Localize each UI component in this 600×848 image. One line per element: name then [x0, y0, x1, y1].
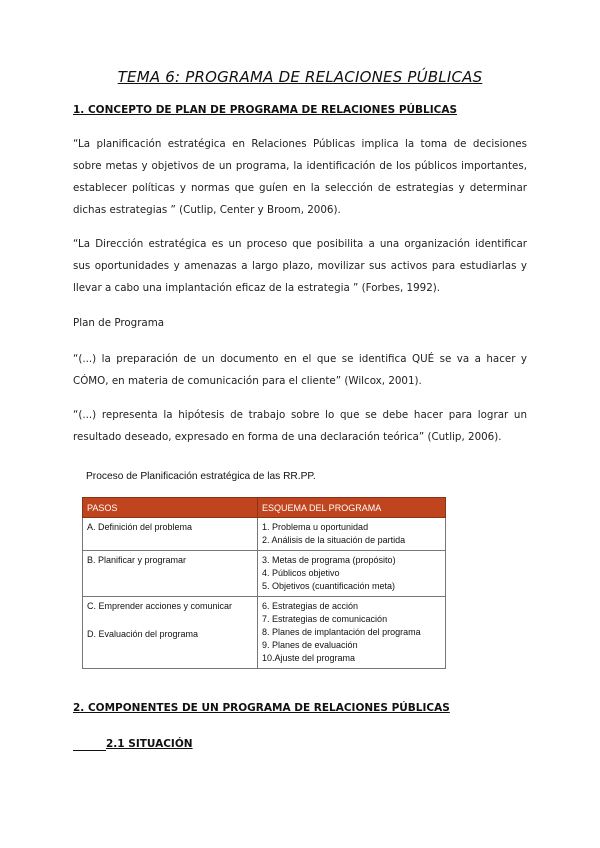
esquema-cell — [258, 551, 446, 597]
esquema-item: 8. Planes de implantación del programa — [262, 627, 421, 637]
subheading-underline-lead — [73, 750, 106, 751]
paso-cell: A. Definición del problema — [83, 518, 258, 551]
esquema-item: 2. Análisis de la situación de partida — [262, 535, 406, 545]
planning-process-table — [82, 497, 446, 669]
esquema-cell — [258, 518, 446, 551]
table-caption: Proceso de Planificación estratégica de las RR.PP. — [86, 471, 316, 482]
esquema-item: 9. Planes de evaluación — [262, 640, 358, 650]
esquema-item: 5. Objetivos (cuantificación meta) — [262, 581, 396, 591]
section-1-heading: 1. CONCEPTO DE PLAN DE PROGRAMA DE RELACIONES PÚBLICAS — [73, 104, 458, 116]
paso-cell: B. Planificar y programar — [83, 551, 258, 597]
header-pasos: PASOS — [83, 498, 258, 518]
table-header-row — [83, 498, 446, 518]
esquema-item: 3. Metas de programa (propósito) — [262, 555, 396, 565]
paragraph-cutlip-quote: “La planificación estratégica en Relaciones Públicas implica la toma de decisiones sobre metas y objetivos de un programa, la identificación de los públicos importantes, establecer políticas y normas que guíen en la selección de estrategias y determinar dichas estrategias ” (Cutlip, Center y Broom, 2006). — [73, 138, 527, 216]
esquema-cell — [258, 597, 446, 669]
esquema-item: 1. Problema u oportunidad — [262, 522, 369, 532]
table-row — [83, 551, 446, 597]
paragraph-forbes-quote: “La Dirección estratégica es un proceso que posibilita a una organización identificar sus oportunidades y amenazas a largo plazo, movilizar sus activos para estudiarlas y llevar a cabo una implantación eficaz de la estrategia ” (Forbes, 1992). — [73, 238, 527, 294]
esquema-item: 10.Ajuste del programa — [262, 653, 356, 663]
section-2-heading: 2. COMPONENTES DE UN PROGRAMA DE RELACIONES PÚBLICAS — [73, 702, 450, 714]
esquema-item: 4. Públicos objetivo — [262, 568, 340, 578]
paso-cell — [83, 597, 258, 669]
paso-c: C. Emprender acciones y comunicar — [87, 601, 233, 611]
subsection-heading: 2.1 SITUACIÓN — [106, 738, 193, 750]
plan-de-programa-label: Plan de Programa — [73, 317, 165, 329]
paragraph-wilcox-quote: “(...) la preparación de un documento en el que se identifica QUÉ se va a hacer y CÓMO, en materia de comunicación para el cliente” (Wilcox, 2001). — [73, 353, 527, 387]
table-row — [83, 597, 446, 669]
esquema-item: 7. Estrategias de comunicación — [262, 614, 388, 624]
table-row — [83, 518, 446, 551]
paragraph-cutlip-2006-quote: “(...) representa la hipótesis de trabajo sobre lo que se debe hacer para lograr un resultado deseado, expresado en forma de una declaración teórica” (Cutlip, 2006). — [73, 409, 527, 443]
paso-d: D. Evaluación del programa — [87, 629, 199, 639]
page-title: TEMA 6: PROGRAMA DE RELACIONES PÚBLICAS — [117, 68, 483, 86]
header-esquema: ESQUEMA DEL PROGRAMA — [258, 498, 446, 518]
esquema-item: 6. Estrategias de acción — [262, 601, 359, 611]
